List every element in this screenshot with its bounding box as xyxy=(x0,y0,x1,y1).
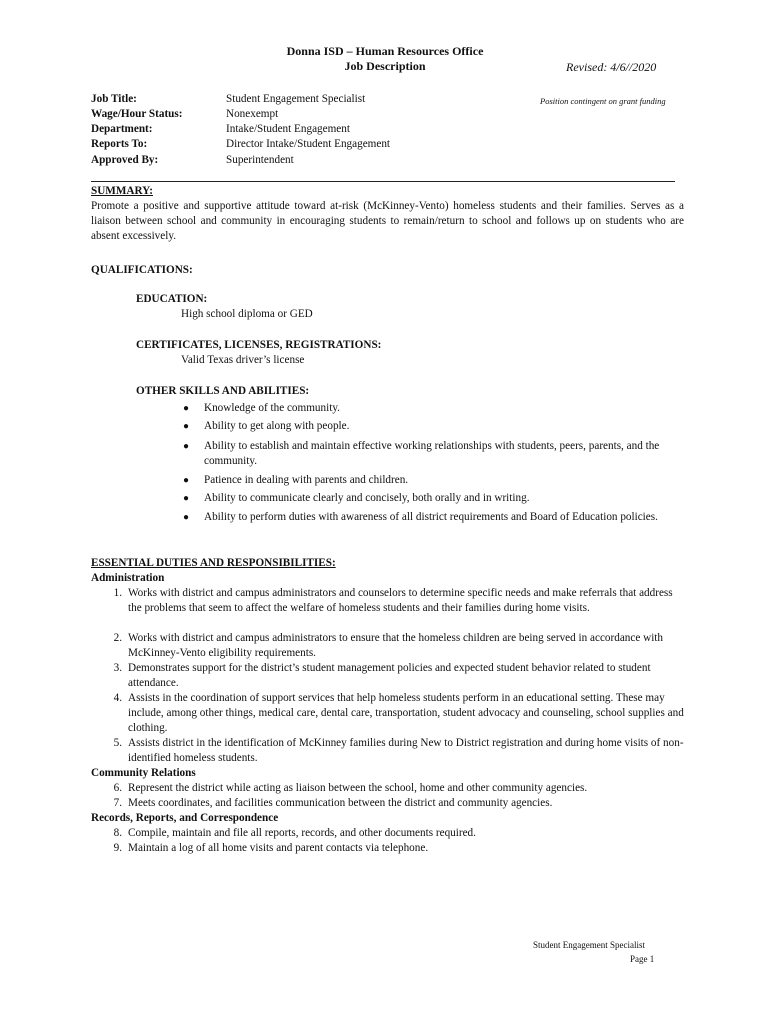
skill-item: Ability to communicate clearly and concisely, both orally and in writing. xyxy=(204,492,530,504)
duty-item: Works with district and campus administrators and counselors to determine specific needs and make referrals that address the problems that seem to affect the welfare of homeless students and their families during home visits. xyxy=(128,587,673,614)
duty-item: Maintain a log of all home visits and parent contacts via telephone. xyxy=(128,842,429,854)
duty-number: 1. xyxy=(113,587,122,599)
bullet-icon: ● xyxy=(183,441,190,452)
duty-number: 6. xyxy=(113,782,122,794)
page-number: Page 1 xyxy=(630,954,655,964)
education-heading: EDUCATION: xyxy=(136,293,208,305)
skill-item: Patience in dealing with parents and children. xyxy=(204,474,409,486)
bullet-icon: ● xyxy=(183,475,190,486)
reports-to-label: Reports To: xyxy=(91,138,148,150)
document-header-office: Donna ISD – Human Resources Office xyxy=(286,44,484,58)
skills-heading: OTHER SKILLS AND ABILITIES: xyxy=(136,385,310,397)
summary-text: Promote a positive and supportive attitude toward at-risk (McKinney-Vento) homeless students and their families. Serves as a liaison between school and community in encouraging students to remain/return to school and follows up on students who are absent excessively. xyxy=(91,200,684,242)
duty-number: 7. xyxy=(113,797,122,809)
job-title-label: Job Title: xyxy=(91,93,137,105)
bullet-icon: ● xyxy=(183,493,190,504)
education-text: High school diploma or GED xyxy=(181,308,313,320)
certificates-heading: CERTIFICATES, LICENSES, REGISTRATIONS: xyxy=(136,339,382,351)
funding-note: Position contingent on grant funding xyxy=(540,96,666,106)
certificates-text: Valid Texas driver’s license xyxy=(181,354,305,366)
revised-date: Revised: 4/6//2020 xyxy=(566,60,657,74)
administration-heading: Administration xyxy=(91,572,165,584)
duty-item: Assists district in the identification of McKinney families during New to District registration and during home visits of non-identified homeless students. xyxy=(128,737,684,764)
duty-number: 4. xyxy=(113,692,122,704)
wage-status-label: Wage/Hour Status: xyxy=(91,108,183,120)
approved-by-label: Approved By: xyxy=(91,154,159,166)
skill-item: Ability to get along with people. xyxy=(204,420,350,432)
job-title-value: Student Engagement Specialist xyxy=(226,93,366,105)
skill-item: Ability to establish and maintain effective working relationships with students, peers, parents, and the community. xyxy=(204,440,660,467)
duty-item: Represent the district while acting as liaison between the school, home and other community agencies. xyxy=(128,782,588,794)
duty-item: Assists in the coordination of support services that help homeless students perform in an educational setting. These may include, among other things, medical care, dental care, transportation, student advocacy and counseling, school supplies and clothing. xyxy=(128,692,684,734)
divider-line xyxy=(91,181,675,182)
duty-number: 8. xyxy=(113,827,122,839)
reports-to-value: Director Intake/Student Engagement xyxy=(226,138,391,150)
department-value: Intake/Student Engagement xyxy=(226,123,350,135)
duty-number: 9. xyxy=(113,842,122,854)
approved-by-value: Superintendent xyxy=(226,154,294,166)
records-heading: Records, Reports, and Correspondence xyxy=(91,812,279,824)
duty-number: 3. xyxy=(113,662,122,674)
duty-number: 2. xyxy=(113,632,122,644)
department-label: Department: xyxy=(91,123,153,135)
duty-item: Meets coordinates, and facilities communication between the district and community agencies. xyxy=(128,797,553,809)
duties-heading: ESSENTIAL DUTIES AND RESPONSIBILITIES: xyxy=(91,557,336,569)
bullet-icon: ● xyxy=(183,512,190,523)
duty-number: 5. xyxy=(113,737,122,749)
document-header-title: Job Description xyxy=(344,59,426,73)
duty-item: Demonstrates support for the district’s student management policies and expected student behavior related to student attendance. xyxy=(128,662,651,689)
footer-title: Student Engagement Specialist xyxy=(533,940,645,950)
summary-heading: SUMMARY: xyxy=(91,185,153,197)
duty-item: Compile, maintain and file all reports, records, and other documents required. xyxy=(128,827,476,839)
qualifications-heading: QUALIFICATIONS: xyxy=(91,264,193,276)
bullet-icon: ● xyxy=(183,403,190,414)
wage-status-value: Nonexempt xyxy=(226,108,279,120)
duty-item: Works with district and campus administrators to ensure that the homeless children are being served in accordance with McKinney-Vento eligibility requirements. xyxy=(128,632,664,659)
community-relations-heading: Community Relations xyxy=(91,767,196,779)
bullet-icon: ● xyxy=(183,421,190,432)
skill-item: Ability to perform duties with awareness of all district requirements and Board of Education policies. xyxy=(204,511,658,523)
skill-item: Knowledge of the community. xyxy=(204,402,340,414)
